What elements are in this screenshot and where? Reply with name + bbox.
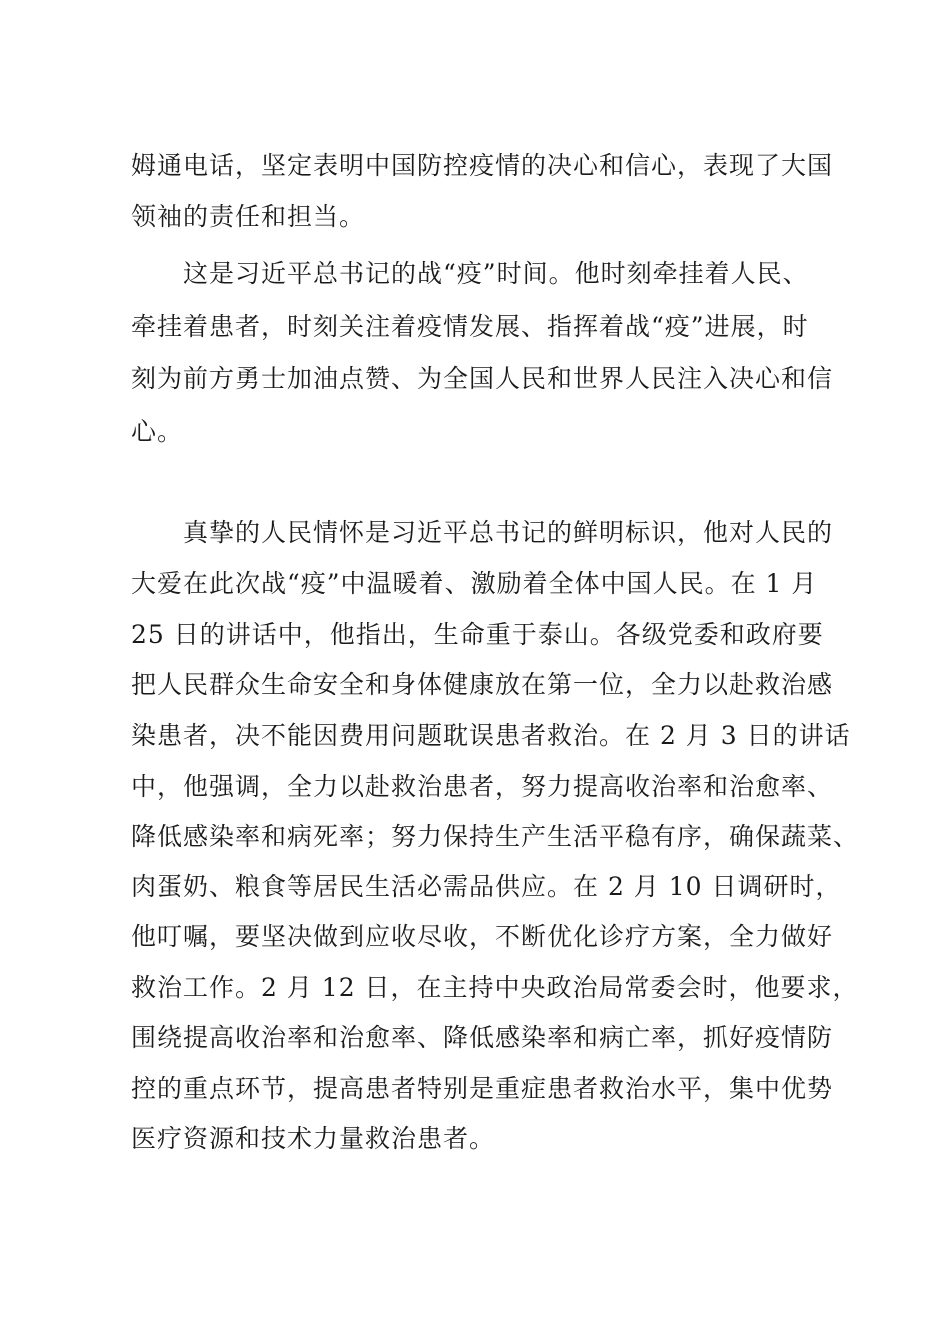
text-line: 领袖的责任和担当。 (131, 202, 366, 231)
text-line: 中，他强调，全力以赴救治患者，努力提高收治率和治愈率、 (131, 772, 834, 801)
text-line: 真挚的人民情怀是习近平总书记的鲜明标识，他对人民的 (183, 518, 834, 547)
text-line: 大爱在此次战“疫”中温暖着、激励着全体中国人民。在 1 月 (131, 569, 818, 598)
text-line: 姆通电话，坚定表明中国防控疫情的决心和信心，表现了大国 (131, 151, 834, 180)
text-line: 围绕提高收治率和治愈率、降低感染率和病亡率，抓好疫情防 (131, 1023, 834, 1052)
text-line: 牵挂着患者，时刻关注着疫情发展、指挥着战“疫”进展，时 (131, 312, 809, 341)
text-line: 染患者，决不能因费用问题耽误患者救治。在 2 月 3 日的讲话 (131, 721, 851, 750)
text-line: 肉蛋奶、粮食等居民生活必需品供应。在 2 月 10 日调研时， (131, 872, 842, 901)
text-line: 医疗资源和技术力量救治患者。 (131, 1124, 496, 1153)
text-line: 刻为前方勇士加油点赞、为全国人民和世界人民注入决心和信 (131, 364, 834, 393)
text-line: 降低感染率和病死率；努力保持生产生活平稳有序，确保蔬菜、 (131, 822, 860, 851)
text-line: 这是习近平总书记的战“疫”时间。他时刻牵挂着人民、 (183, 259, 809, 288)
text-line: 他叮嘱，要坚决做到应收尽收，不断优化诊疗方案，全力做好 (131, 922, 834, 951)
text-line: 救治工作。2 月 12 日，在主持中央政治局常委会时，他要求， (131, 973, 859, 1002)
text-line: 把人民群众生命安全和身体健康放在第一位，全力以赴救治感 (131, 670, 834, 699)
text-line: 25 日的讲话中，他指出，生命重于泰山。各级党委和政府要 (131, 620, 824, 649)
text-line: 控的重点环节，提高患者特别是重症患者救治水平，集中优势 (131, 1074, 834, 1103)
text-line: 心。 (131, 417, 184, 446)
